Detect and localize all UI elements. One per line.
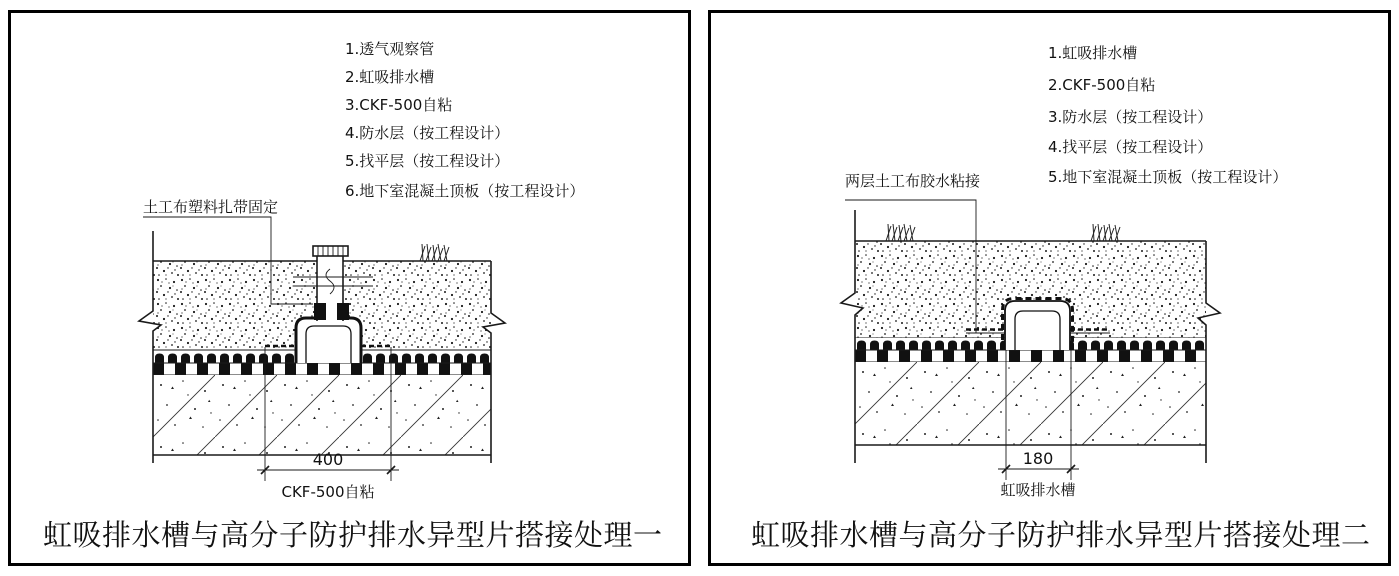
note-item: 5.地下室混凝土顶板（按工程设计） <box>1048 168 1288 186</box>
note-item: 6.地下室混凝土顶板（按工程设计） <box>345 182 585 200</box>
concrete-slab <box>153 375 491 455</box>
callout-label: 土工布塑料扎带固定 <box>143 198 279 216</box>
note-item: 4.防水层（按工程设计） <box>345 124 510 142</box>
panel-title: 虹吸排水槽与高分子防护排水异型片搭接处理二 <box>751 518 1371 552</box>
grass-symbol <box>886 224 915 241</box>
note-item: 1.虹吸排水槽 <box>1048 44 1138 62</box>
callout-label: 两层土工布胶水粘接 <box>845 172 981 190</box>
panel-detail-two <box>708 10 1391 566</box>
dimension-caption: CKF-500自粘 <box>281 483 375 501</box>
drainage-channel <box>296 318 361 363</box>
concrete-slab <box>855 362 1206 445</box>
note-item: 5.找平层（按工程设计） <box>345 152 510 170</box>
grass-symbol <box>420 244 449 261</box>
tie-wrap-right <box>337 303 349 320</box>
detail-one-drawing <box>11 13 688 563</box>
notes-list <box>1048 44 1287 186</box>
note-item: 3.CKF-500自粘 <box>345 96 453 114</box>
pipe-cap <box>313 246 348 256</box>
note-item: 1.透气观察管 <box>345 40 435 58</box>
note-item: 4.找平层（按工程设计） <box>1048 138 1213 156</box>
note-item: 2.CKF-500自粘 <box>1048 76 1156 94</box>
dimension-value: 400 <box>312 450 344 469</box>
note-item: 3.防水层（按工程设计） <box>1048 108 1213 126</box>
notes-list <box>345 40 584 200</box>
panel-title: 虹吸排水槽与高分子防护排水异型片搭接处理一 <box>43 518 663 552</box>
drainage-channel <box>1003 299 1073 351</box>
dimension-caption: 虹吸排水槽 <box>1000 481 1076 499</box>
grass-symbol <box>1091 224 1120 241</box>
note-item: 2.虹吸排水槽 <box>345 68 435 86</box>
panel-detail-one <box>8 10 691 566</box>
dimension-value: 180 <box>1022 449 1054 468</box>
tie-wrap-left <box>314 303 326 320</box>
detail-two-drawing <box>711 13 1388 563</box>
